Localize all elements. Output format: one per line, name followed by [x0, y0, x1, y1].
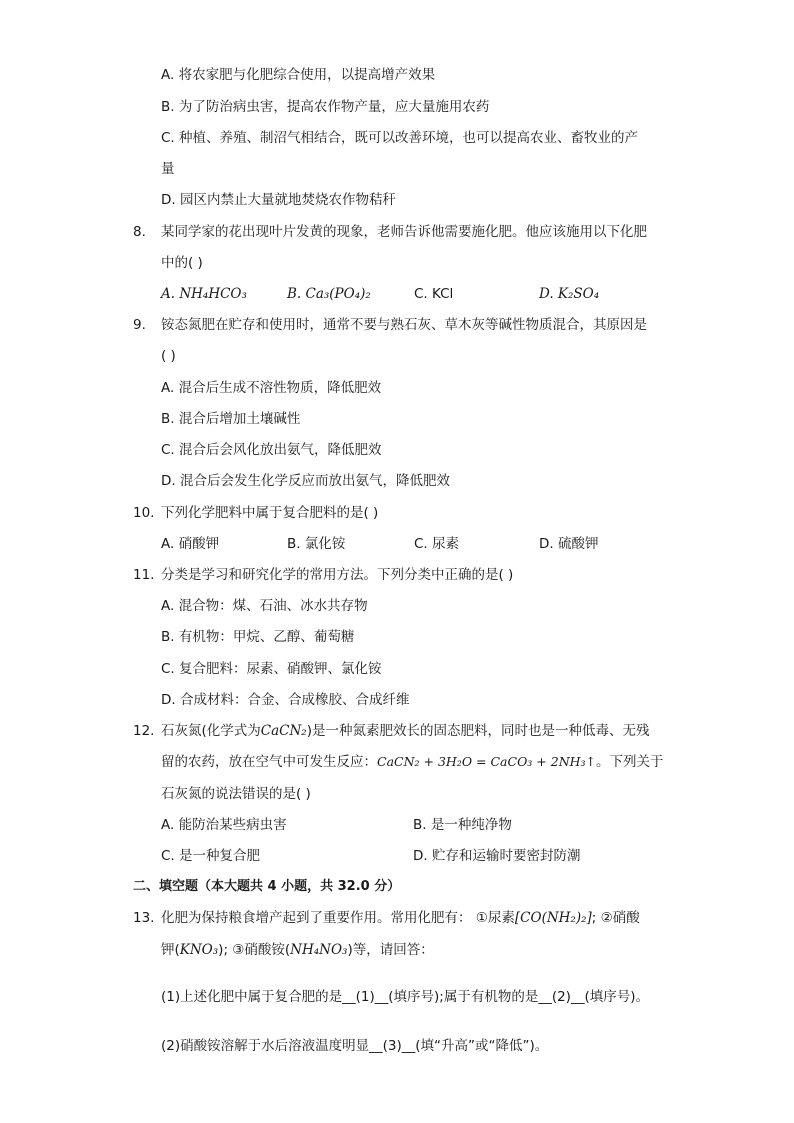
- q9-option-c: C. 混合后会风化放出氨气，降低肥效: [161, 442, 382, 458]
- q13-subquestion-2: (2)硝酸铵溶解于水后溶液温度明显__(3)__(填“升高”或“降低”)。: [161, 1038, 549, 1054]
- q7-option-c-line2: 量: [161, 161, 175, 177]
- q12-option-b: B. 是一种纯净物: [413, 817, 512, 833]
- q12-stem-line2-text-b: 。下列关于: [596, 754, 664, 770]
- q9-number: 9.: [133, 317, 146, 333]
- q10-number: 10.: [133, 505, 155, 521]
- q8-option-d: D. K₂SO₄: [539, 286, 600, 302]
- q8-option-c: C. KCl: [414, 286, 454, 302]
- q9-option-b: B. 混合后增加土壤碱性: [161, 411, 301, 427]
- q13-stem-line2: [161, 940, 434, 960]
- q12-option-c: C. 是一种复合肥: [161, 848, 261, 864]
- q11-option-c: C. 复合肥料：尿素、硝酸钾、氯化铵: [161, 661, 382, 677]
- q10-option-c: C. 尿素: [414, 536, 460, 552]
- q12-number: 12.: [133, 723, 155, 739]
- q8-option-a: A. NH₄HCO₃: [161, 286, 247, 302]
- q13-line2-text-b: ); ③硝酸铵(: [218, 942, 291, 958]
- q7-option-b: B. 为了防治病虫害，提高农作物产量，应大量施用农药: [161, 99, 490, 115]
- q13-stem-line1: [161, 908, 640, 928]
- q11-option-a: A. 混合物：煤、石油、冰水共存物: [161, 598, 368, 614]
- q8-option-b: B. Ca₃(PO₄)₂: [287, 286, 371, 302]
- q13-line2-text-a: 钾(: [161, 942, 180, 958]
- q7-option-a: A. 将农家肥与化肥综合使用，以提高增产效果: [161, 67, 436, 83]
- q13-formula-kno3: KNO₃: [179, 942, 219, 958]
- section-title-fill-in: 二、填空题（本大题共 4 小题，共 32.0 分）: [133, 879, 401, 894]
- q10-option-b: B. 氯化铵: [287, 536, 346, 552]
- q12-option-a: A. 能防治某些病虫害: [161, 817, 287, 833]
- q11-stem: 分类是学习和研究化学的常用方法。下列分类中正确的是( ): [161, 567, 514, 583]
- q13-line1-text-b: ; ②硝酸: [591, 910, 640, 926]
- q12-option-d: D. 贮存和运输时要密封防潮: [413, 848, 581, 864]
- q10-stem: 下列化学肥料中属于复合肥料的是( ): [161, 505, 379, 521]
- q10-option-a: A. 硝酸钾: [161, 536, 220, 552]
- q13-subquestion-1: (1)上述化肥中属于复合肥的是__(1)__(填序号);属于有机物的是__(2)__(填序号)。: [161, 989, 649, 1005]
- q12-stem-line1-text-b: )是一种氮素肥效长的固态肥料，同时也是一种低毒、无残: [306, 723, 650, 739]
- q7-option-d: D. 园区内禁止大量就地焚烧农作物秸秆: [161, 192, 396, 208]
- q12-reaction-equation: CaCN₂ + 3H₂O = CaCO₃ + 2NH₃↑: [377, 754, 597, 769]
- q8-stem-line1: 某同学家的花出现叶片发黄的现象，老师告诉他需要施化肥。他应该施用以下化肥: [161, 224, 647, 240]
- q8-stem-line2: 中的( ): [161, 255, 203, 271]
- q8-number: 8.: [133, 224, 146, 240]
- q12-formula-cacn2: CaCN₂: [260, 723, 307, 739]
- q9-option-d: D. 混合后会发生化学反应而放出氨气，降低肥效: [161, 473, 450, 489]
- q9-stem-line1: 铵态氮肥在贮存和使用时，通常不要与熟石灰、草木灰等碱性物质混合，其原因是: [161, 317, 647, 333]
- q12-stem-line2: [161, 752, 664, 772]
- q12-stem-line1: [161, 721, 650, 741]
- q13-line2-text-c: )等，请回答：: [347, 942, 434, 958]
- q9-option-a: A. 混合后生成不溶性物质，降低肥效: [161, 380, 382, 396]
- q7-option-c-line1: C. 种植、养殖、制沼气相结合，既可以改善环境，也可以提高农业、畜牧业的产: [161, 130, 639, 146]
- q11-number: 11.: [133, 567, 155, 583]
- q12-stem-line2-text-a: 留的农药，放在空气中可发生反应：: [161, 754, 377, 770]
- q13-number: 13.: [133, 910, 155, 926]
- q13-line1-text-a: 化肥为保持粮食增产起到了重要作用。常用化肥有： ①尿素: [161, 910, 515, 926]
- q11-option-d: D. 合成材料：合金、合成橡胶、合成纤维: [161, 692, 410, 708]
- q12-stem-line1-text-a: 石灰氮(化学式为: [161, 723, 261, 739]
- q12-stem-line3: 石灰氮的说法错误的是( ): [161, 786, 311, 802]
- q13-formula-nh4no3: NH₄NO₃: [290, 942, 348, 958]
- q13-formula-urea: [CO(NH₂)₂]: [514, 910, 592, 926]
- q9-stem-line2: ( ): [161, 348, 176, 364]
- q10-option-d: D. 硫酸钾: [539, 536, 599, 552]
- q11-option-b: B. 有机物：甲烷、乙醇、葡萄糖: [161, 629, 355, 645]
